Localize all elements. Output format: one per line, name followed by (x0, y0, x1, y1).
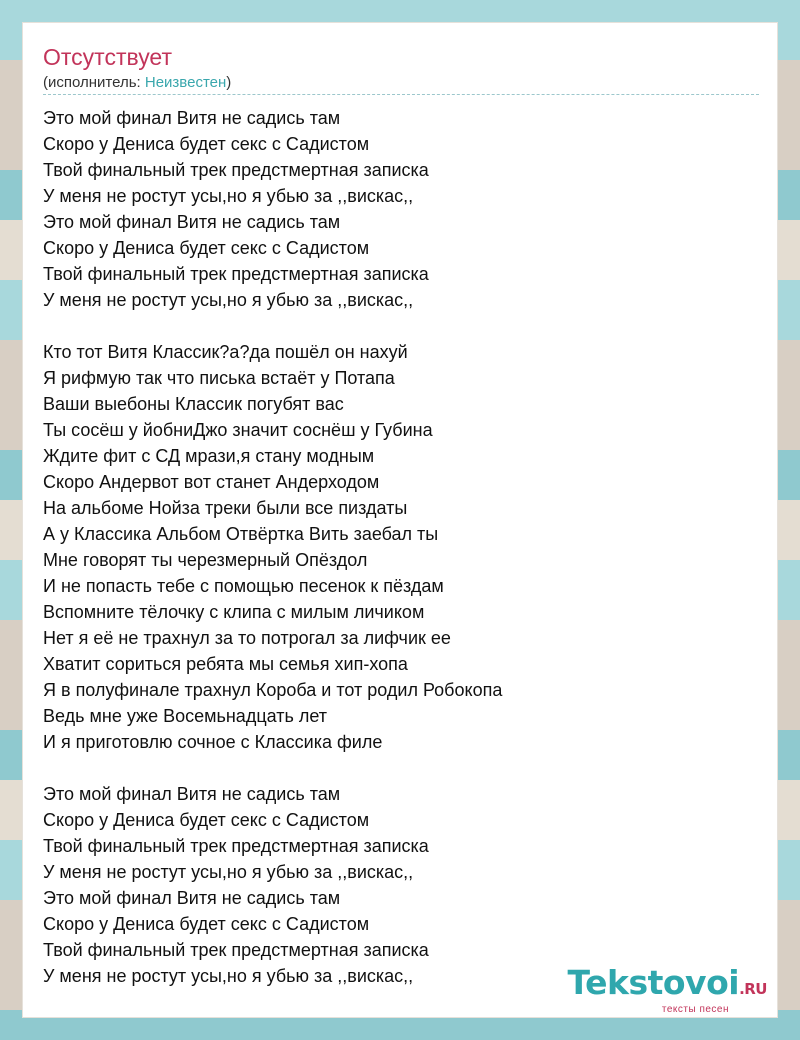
site-logo[interactable] (568, 964, 767, 1015)
logo-tld: .RU (739, 980, 767, 998)
lyric-line: Твой финальный трек предстмертная записка (43, 264, 429, 284)
logo-tagline: тексты песен (661, 1004, 729, 1015)
lyric-line: Я в полуфинале трахнул Короба и тот родил Робокопа (43, 680, 503, 700)
lyric-line: Вспомните тёлочку с клипа с милым личиком (43, 602, 425, 622)
song-title: Отсутствует (43, 44, 172, 70)
lyric-line: Твой финальный трек предстмертная записка (43, 940, 429, 960)
logo-name: Tekstovoi (567, 963, 740, 1002)
lyric-line: Это мой финал Витя не садись там (43, 888, 341, 908)
lyric-line: У меня не ростут усы,но я убью за ,,вискас,, (43, 862, 414, 882)
lyric-line: У меня не ростут усы,но я убью за ,,вискас,, (43, 966, 414, 986)
lyric-line: Ждите фит с СД мрази,я стану модным (43, 446, 375, 466)
lyric-line: А у Классика Альбом Отвёртка Вить заебал ты (43, 524, 439, 544)
lyric-line: Это мой финал Витя не садись там (43, 212, 341, 232)
lyric-line: Скоро Андервот вот станет Андерходом (43, 472, 380, 492)
lyric-line: Скоро у Дениса будет секс с Садистом (43, 914, 370, 934)
lyric-line: На альбоме Нойза треки были все пиздаты (43, 498, 408, 518)
lyric-line: Это мой финал Витя не садись там (43, 108, 341, 128)
divider (43, 94, 759, 95)
lyric-line: И не попасть тебе с помощью песенок к пёздам (43, 576, 444, 596)
lyric-line: Нет я её не трахнул за то потрогал за лифчик ее (43, 628, 451, 648)
lyric-line: Твой финальный трек предстмертная записка (43, 160, 429, 180)
artist-prefix: (исполнитель: (43, 74, 145, 91)
lyric-line: Это мой финал Витя не садись там (43, 784, 341, 804)
lyric-line: И я приготовлю сочное с Классика филе (43, 732, 383, 752)
lyric-line: Я рифмую так что писька встаёт у Потапа (43, 368, 395, 388)
lyric-line: Кто тот Витя Классик?а?да пошёл он нахуй (43, 342, 408, 362)
lyric-line (43, 755, 502, 781)
lyric-line: Ваши выебоны Классик погубят вас (43, 394, 344, 414)
lyric-line: Ведь мне уже Восемьнадцать лет (43, 706, 328, 726)
lyric-line: У меня не ростут усы,но я убью за ,,вискас,, (43, 186, 414, 206)
lyric-line (43, 313, 502, 339)
lyric-line: Мне говорят ты черезмерный Опёздол (43, 550, 368, 570)
lyric-line: Скоро у Дениса будет секс с Садистом (43, 810, 370, 830)
lyric-line: Твой финальный трек предстмертная записка (43, 836, 429, 856)
artist-suffix: ) (226, 74, 232, 91)
lyrics-text (43, 105, 502, 989)
lyrics-card (22, 22, 778, 1018)
artist-line (43, 74, 231, 91)
artist-link[interactable]: Неизвестен (144, 74, 227, 91)
lyric-line: Скоро у Дениса будет секс с Садистом (43, 134, 370, 154)
lyric-line: Хватит сориться ребята мы семья хип-хопа (43, 654, 408, 674)
lyric-line: У меня не ростут усы,но я убью за ,,вискас,, (43, 290, 414, 310)
lyric-line: Скоро у Дениса будет секс с Садистом (43, 238, 370, 258)
lyric-line: Ты сосёш у йобниДжо значит соснёш у Губина (43, 420, 433, 440)
